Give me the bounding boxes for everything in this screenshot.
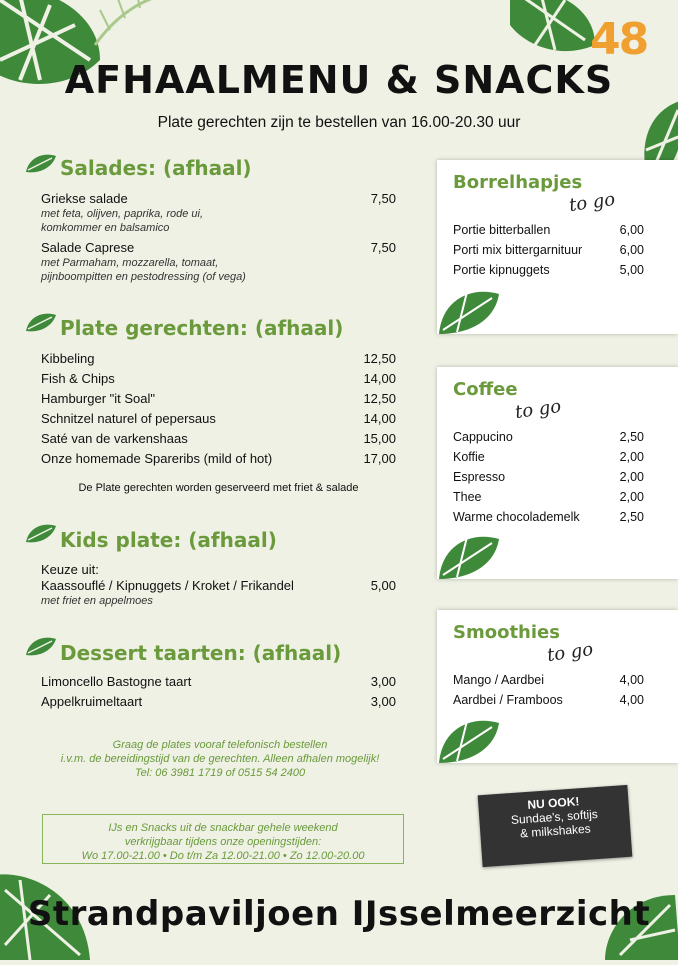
item-description: met Parmaham, mozzarella, tomaat, pijnboompitten en pestodressing (of vega) bbox=[41, 257, 246, 283]
kids-intro: Keuze uit: bbox=[41, 562, 99, 577]
item-name: Kaassouflé / Kipnuggets / Kroket / Frikandel bbox=[41, 578, 294, 593]
to-go-label: to go bbox=[545, 638, 595, 667]
item-price: 12,50 bbox=[363, 351, 396, 366]
section-heading-kids: Kids plate: (afhaal) bbox=[60, 528, 277, 552]
item-name: Appelkruimeltaart bbox=[41, 694, 143, 709]
item-price: 3,00 bbox=[370, 694, 396, 709]
monstera-leaf-icon bbox=[437, 529, 517, 579]
item-name: Kibbeling bbox=[41, 351, 95, 366]
card-smoothies: Smoothies to go Mango / Aardbei 4,00 Aardbei / Framboos 4,00 bbox=[437, 610, 678, 763]
section-heading-salades: Salades: (afhaal) bbox=[60, 156, 252, 180]
chalk-line: Sundae's, softijs bbox=[510, 807, 599, 828]
item-name: Saté van de varkenshaas bbox=[41, 431, 188, 446]
item-name: Griekse salade bbox=[41, 191, 128, 206]
item-name: Fish & Chips bbox=[41, 371, 115, 386]
item-price: 15,00 bbox=[363, 431, 396, 446]
section-heading-dessert: Dessert taarten: (afhaal) bbox=[60, 641, 342, 665]
item-description: met friet en appelmoes bbox=[41, 595, 153, 607]
card-borrelhapjes: Borrelhapjes to go Portie bitterballen 6,00 Porti mix bittergarnituur 6,00 Portie kipnuggets 5,00 bbox=[437, 160, 678, 334]
section-heading-plate: Plate gerechten: (afhaal) bbox=[60, 316, 344, 340]
chalk-line: & milkshakes bbox=[519, 821, 592, 841]
section-leaf-icon bbox=[24, 311, 58, 333]
item-name: Schnitzel naturel of pepersaus bbox=[41, 411, 216, 426]
card-title: Borrelhapjes bbox=[453, 172, 583, 193]
item-price: 12,50 bbox=[363, 391, 396, 406]
plate-note: De Plate gerechten worden geserveerd met friet & salade bbox=[78, 482, 359, 494]
order-note: Graag de plates vooraf telefonisch bestellen i.v.m. de bereidingstijd van de gerechten. Alleen afhalen mogelijk! Tel: 06 3981 1719 of 0515 54 2400 bbox=[60, 739, 380, 779]
monstera-leaf-icon bbox=[437, 713, 517, 763]
to-go-label: to go bbox=[513, 395, 563, 424]
page-subtitle: Plate gerechten zijn te bestellen van 16.00-20.30 uur bbox=[157, 114, 521, 131]
item-name: Onze homemade Spareribs (mild of hot) bbox=[41, 451, 273, 466]
snackbar-note: IJs en Snacks uit de snackbar gehele weekend verkrijgbaar tijdens onze openingstijden: Wo 17.00-21.00 • Do t/m Za 12.00-21.00 • Zo 12.00-20.00 bbox=[42, 814, 404, 864]
item-price: 7,50 bbox=[370, 191, 396, 206]
item-name: Salade Caprese bbox=[41, 240, 135, 255]
section-leaf-icon bbox=[24, 635, 58, 657]
item-price: 5,00 bbox=[370, 578, 396, 593]
monstera-leaf-top-right bbox=[500, 0, 600, 65]
item-price: 7,50 bbox=[370, 240, 396, 255]
item-name: Limoncello Bastogne taart bbox=[41, 674, 192, 689]
card-title: Smoothies bbox=[453, 622, 560, 643]
item-price: 14,00 bbox=[363, 411, 396, 426]
item-price: 3,00 bbox=[370, 674, 396, 689]
brand-logo: 48 bbox=[590, 14, 648, 65]
item-price: 14,00 bbox=[363, 371, 396, 386]
palm-leaf-top bbox=[90, 0, 180, 50]
footer-title: Strandpaviljoen IJsselmeerzicht bbox=[27, 894, 651, 934]
to-go-label: to go bbox=[567, 188, 617, 217]
item-price: 17,00 bbox=[363, 451, 396, 466]
card-coffee: Coffee to go Cappucino 2,50 Koffie 2,00 Espresso 2,00 Thee 2,00 Warme chocolademelk 2,50 bbox=[437, 367, 678, 579]
chalkboard-sign bbox=[478, 785, 633, 867]
monstera-leaf-icon bbox=[437, 284, 517, 334]
section-leaf-icon bbox=[24, 522, 58, 544]
page-title: AFHAALMENU & SNACKS bbox=[64, 58, 614, 102]
item-name: Hamburger "it Soal" bbox=[41, 391, 155, 406]
section-leaf-icon bbox=[24, 152, 58, 174]
chalk-line: NU OOK! bbox=[526, 794, 580, 812]
item-description: met feta, olijven, paprika, rode ui, komkommer en balsamico bbox=[41, 208, 204, 234]
card-title: Coffee bbox=[453, 379, 518, 400]
